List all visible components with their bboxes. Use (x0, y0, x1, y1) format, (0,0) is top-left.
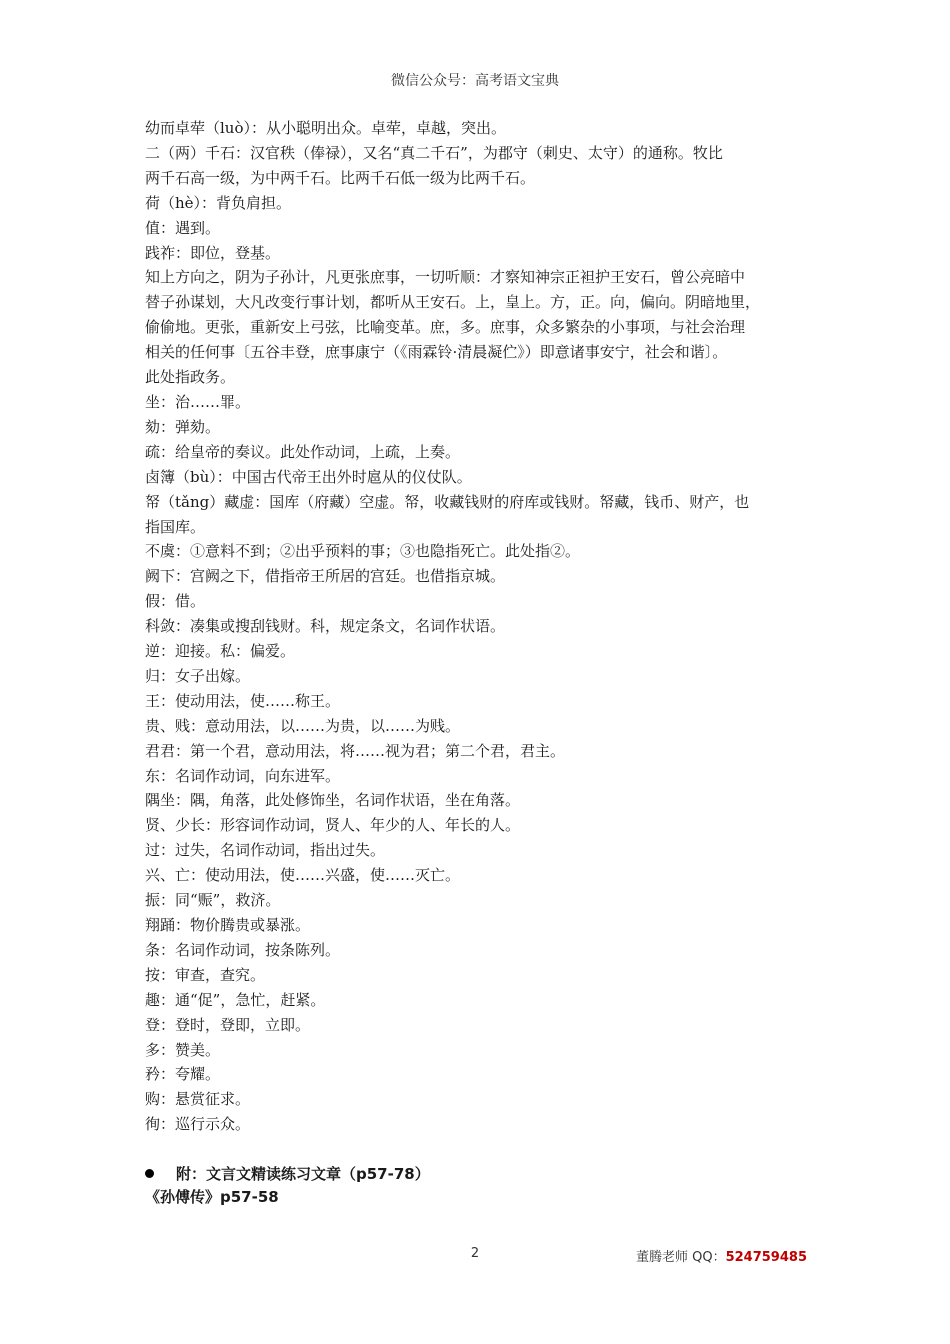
glossary-content (145, 116, 825, 1137)
entry-line: 徇：巡行示众。 (145, 1115, 251, 1134)
entry-line: 隅坐：隅，角落，此处修饰坐，名词作状语，坐在角落。 (145, 791, 521, 810)
glossary-entry (145, 191, 825, 216)
entry-line: 指国库。 (145, 517, 206, 536)
qq-number: 524759485 (725, 1250, 807, 1265)
entry-line: 贵、贱：意动用法，以……为贵，以……为贱。 (145, 716, 461, 735)
glossary-entry (145, 639, 825, 664)
entry-line: 归：女子出嫁。 (145, 666, 251, 685)
entry-line: 条：名词作动词，按条陈列。 (145, 940, 341, 959)
entry-line: 王：使动用法，使……称王。 (145, 691, 341, 710)
entry-line: 疏：给皇帝的奏议。此处作动词，上疏，上奏。 (145, 442, 461, 461)
entry-line: 帑（tǎng）藏虚：国库（府藏）空虚。帑，收藏钱财的府库或钱财。帑藏，钱币、财产，也 (145, 492, 750, 511)
entry-line: 翔踊：物价腾贵或暴涨。 (145, 916, 311, 934)
entry-line: 相关的任何事〔五谷丰登，庶事康宁（《雨霖铃·清晨凝伫》）即意诸事安宁，社会和谐〕。 (145, 343, 728, 362)
glossary-entry (145, 888, 825, 913)
glossary-entry (145, 764, 825, 789)
glossary-entry (145, 614, 825, 639)
entry-line: 值：遇到。 (145, 218, 221, 237)
entry-line: 知上方向之，阴为子孙计，凡更张庶事，一切听顺：才察知神宗正袒护王安石，曾公亮暗中 (145, 268, 746, 287)
glossary-entry (145, 938, 825, 963)
entry-line: 过：过失，名词作动词，指出过失。 (145, 841, 386, 860)
glossary-entry (145, 788, 825, 813)
teacher-label: 董腾老师 QQ： (635, 1250, 726, 1265)
entry-line: 劾：弹劾。 (145, 417, 221, 436)
entry-line: 两千石高一级，为中两千石。比两千石低一级为比两千石。 (145, 168, 536, 187)
entry-line: 不虞：①意料不到；②出乎预料的事；③也隐指死亡。此处指②。 (145, 542, 581, 561)
glossary-entry (145, 863, 825, 888)
glossary-entry (145, 589, 825, 614)
page-header: 微信公众号：高考语文宝典 (391, 73, 559, 89)
glossary-entry (145, 664, 825, 689)
glossary-entry (145, 116, 825, 141)
entry-line: 按：审查，查究。 (145, 965, 266, 984)
glossary-entry (145, 1087, 825, 1112)
entry-line: 登：登时，登即，立即。 (145, 1015, 311, 1034)
glossary-entry (145, 1062, 825, 1087)
glossary-entry (145, 465, 825, 490)
glossary-entry (145, 988, 825, 1013)
teacher-contact (636, 1246, 807, 1265)
entry-line: 科敛：凑集或搜刮钱财。科，规定条文，名词作状语。 (145, 617, 506, 636)
glossary-entry (145, 216, 825, 241)
appendix-heading: 附：文言文精读练习文章（p57-78） (176, 1164, 430, 1183)
entry-line: 振：同“赈”，救济。 (145, 891, 281, 910)
appendix-section (145, 1161, 825, 1209)
entry-line: 幼而卓荦（luò）：从小聪明出众。卓荦，卓越，突出。 (145, 119, 506, 137)
glossary-entry (145, 838, 825, 863)
bullet-icon (145, 1169, 154, 1178)
entry-line: 此处指政务。 (145, 368, 236, 387)
appendix-heading-row (145, 1161, 825, 1185)
entry-line: 假：借。 (145, 592, 206, 611)
glossary-entry (145, 689, 825, 714)
entry-line: 多：赞美。 (145, 1040, 221, 1059)
glossary-entry (145, 963, 825, 988)
entry-line: 东：名词作动词，向东进军。 (145, 766, 341, 785)
glossary-entry (145, 739, 825, 764)
glossary-entry (145, 1112, 825, 1137)
glossary-entry (145, 390, 825, 415)
glossary-entry (145, 1038, 825, 1063)
entry-line: 二（两）千石：汉官秩（俸禄），又名“真二千石”，为郡守（刺史、太守）的通称。牧比 (145, 143, 723, 162)
entry-line: 君君：第一个君，意动用法，将……视为君；第二个君，君主。 (145, 741, 566, 760)
appendix-subtitle: 《孙傅传》p57-58 (145, 1188, 279, 1206)
entry-line: 购：悬赏征求。 (145, 1090, 251, 1109)
entry-line: 兴、亡：使动用法，使……兴盛，使……灭亡。 (145, 866, 461, 885)
entry-line: 阙下：宫阙之下，借指帝王所居的宫廷。也借指京城。 (145, 567, 506, 586)
entry-line: 荷（hè）：背负肩担。 (145, 193, 292, 212)
entry-line: 趣：通“促”，急忙，赶紧。 (145, 990, 326, 1009)
glossary-entry (145, 241, 825, 266)
entry-line: 坐：治……罪。 (145, 392, 251, 411)
page-number: 2 (470, 1246, 480, 1261)
entry-line: 逆：迎接。私：偏爱。 (145, 642, 296, 661)
entry-line: 践祚：即位，登基。 (145, 243, 281, 262)
glossary-entry (145, 913, 825, 938)
glossary-entry (145, 539, 825, 564)
glossary-entry (145, 490, 825, 540)
entry-line: 贤、少长：形容词作动词，贤人、年少的人、年长的人。 (145, 816, 521, 835)
glossary-entry (145, 415, 825, 440)
glossary-entry (145, 564, 825, 589)
entry-line: 替子孙谋划，大凡改变行事计划，都听从王安石。上，皇上。方，正。向，偏向。阴暗地里， (145, 293, 761, 312)
glossary-entry (145, 265, 825, 390)
glossary-entry (145, 714, 825, 739)
glossary-entry (145, 440, 825, 465)
entry-line: 卤簿（bù）：中国古代帝王出外时扈从的仪仗队。 (145, 467, 472, 486)
glossary-entry (145, 1013, 825, 1038)
glossary-entry (145, 141, 825, 191)
entry-line: 矜：夸耀。 (145, 1065, 221, 1084)
entry-line: 偷偷地。更张，重新安上弓弦，比喻变革。庶，多。庶事，众多繁杂的小事项，与社会治理 (145, 318, 746, 337)
glossary-entry (145, 813, 825, 838)
